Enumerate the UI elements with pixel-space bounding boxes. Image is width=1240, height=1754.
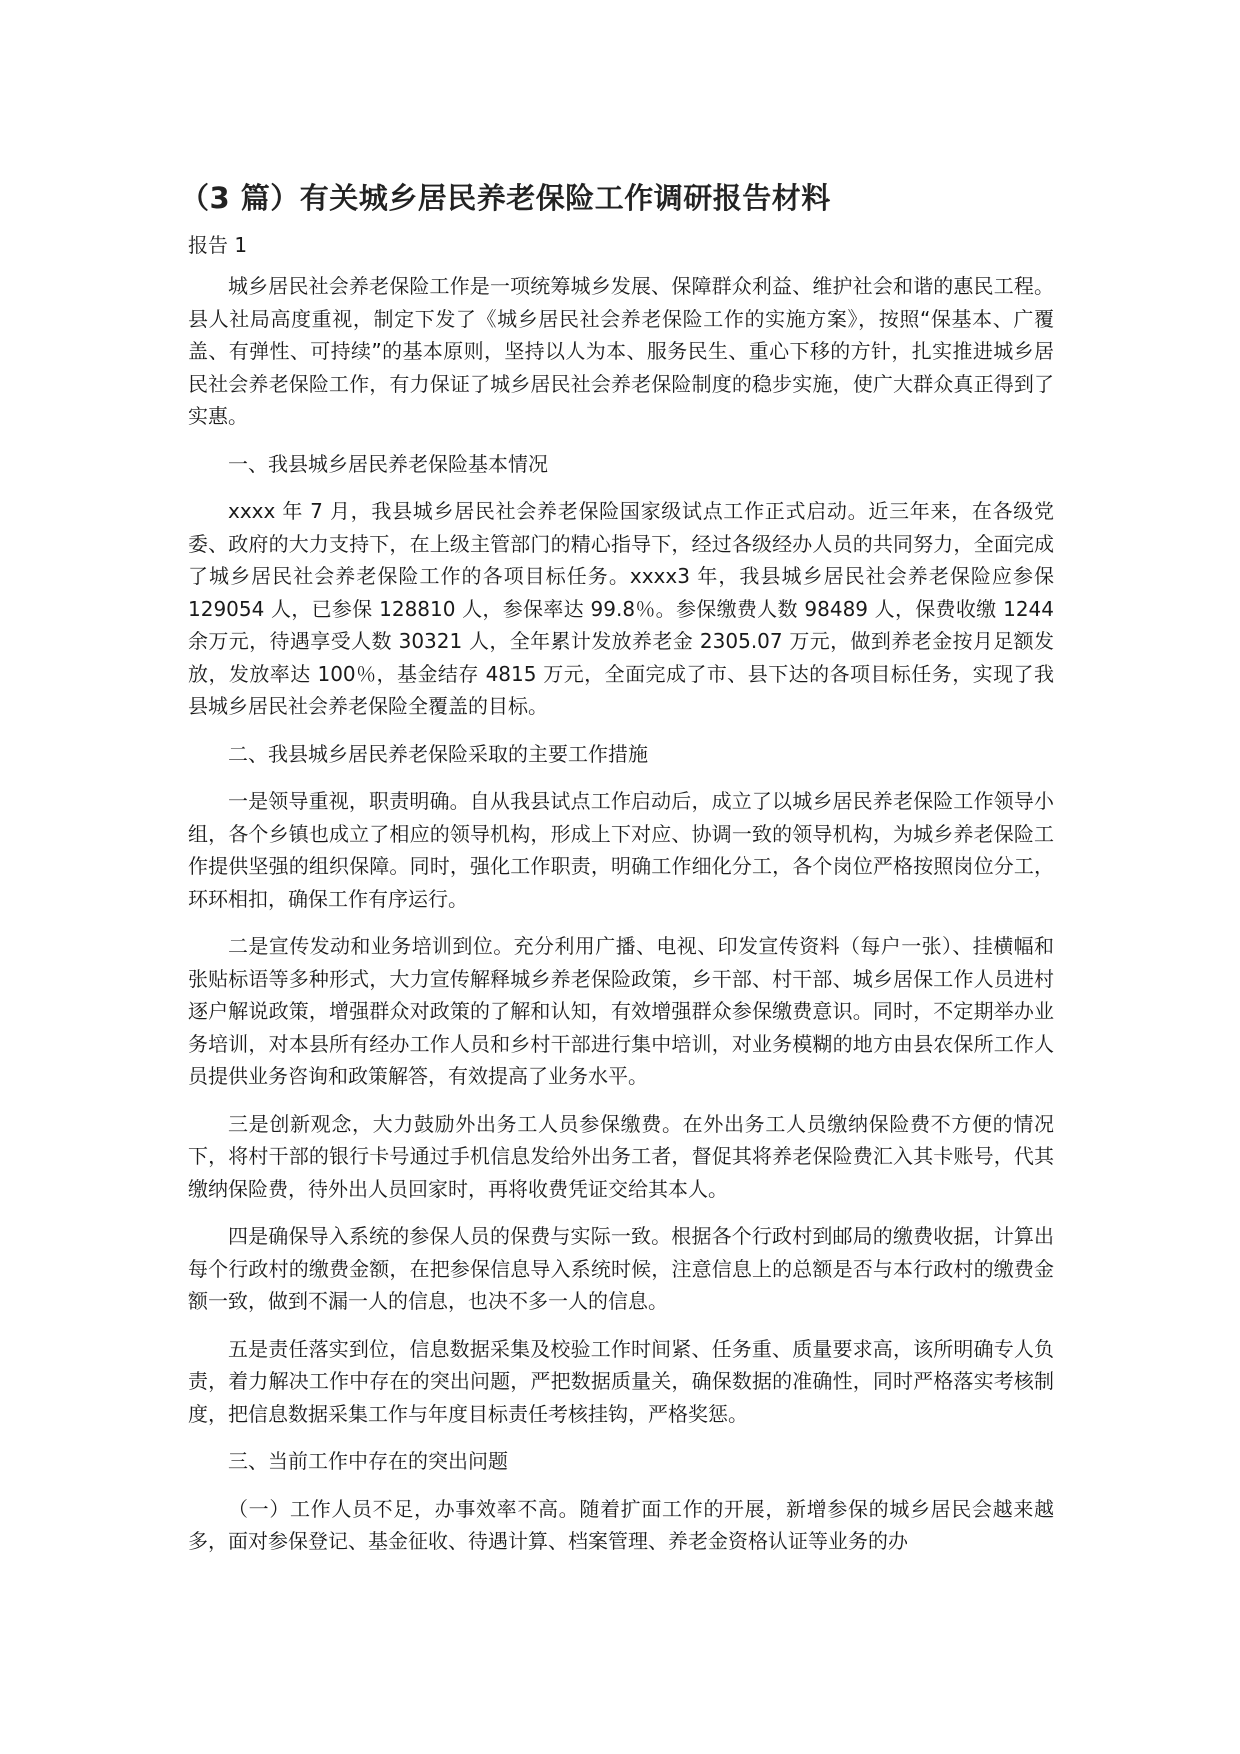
paragraph-intro: 城乡居民社会养老保险工作是一项统筹城乡发展、保障群众利益、维护社会和谐的惠民工程。县人社局高度重视，制定下发了《城乡居民社会养老保险工作的实施方案》，按照“保基本、广覆盖、有弹性、可持续”的基本原则，坚持以人为本、服务民生、重心下移的方针，扎实推进城乡居民社会养老保险工作，有力保证了城乡居民社会养老保险制度的稳步实施，使广大群众真正得到了实惠。 [188,274,1054,428]
document-body [180,178,1054,1573]
paragraph-measure-3: 三是创新观念，大力鼓励外出务工人员参保缴费。在外出务工人员缴纳保险费不方便的情况下，将村干部的银行卡号通过手机信息发给外出务工者，督促其将养老保险费汇入其卡账号，代其缴纳保险费，待外出人员回家时，再将收费凭证交给其本人。 [188,1111,1054,1201]
paragraph-measure-5: 五是责任落实到位，信息数据采集及校验工作时间紧、任务重、质量要求高，该所明确专人负责，着力解决工作中存在的突出问题，严把数据质量关，确保数据的准确性，同时严格落实考核制度，把信息数据采集工作与年度目标责任考核挂钩，严格奖惩。 [188,1336,1054,1426]
document-title: （3 篇）有关城乡居民养老保险工作调研报告材料 [180,181,831,215]
paragraph-measure-1: 一是领导重视，职责明确。自从我县试点工作启动后，成立了以城乡居民养老保险工作领导小组，各个乡镇也成立了相应的领导机构，形成上下对应、协调一致的领导机构，为城乡养老保险工作提供坚强的组织保障。同时，强化工作职责，明确工作细化分工，各个岗位严格按照岗位分工，环环相扣，确保工作有序运行。 [188,789,1054,911]
paragraph-measure-4: 四是确保导入系统的参保人员的保费与实际一致。根据各个行政村到邮局的缴费收据，计算出每个行政村的缴费金额，在把参保信息导入系统时候，注意信息上的总额是否与本行政村的缴费金额一致，做到不漏一人的信息，也决不多一人的信息。 [188,1224,1054,1313]
section-heading-2: 二、我县城乡居民养老保险采取的主要工作措施 [228,741,648,766]
section-heading-3: 三、当前工作中存在的突出问题 [228,1449,508,1473]
section-heading-1: 一、我县城乡居民养老保险基本情况 [228,451,548,476]
paragraph-measure-2: 二是宣传发动和业务培训到位。充分利用广播、电视、印发宣传资料（每户一张）、挂横幅和张贴标语等多种形式，大力宣传解释城乡养老保险政策，乡干部、村干部、城乡居保工作人员进村逐户解说政策，增强群众对政策的了解和认知，有效增强群众参保缴费意识。同时，不定期举办业务培训，对本县所有经办工作人员和乡村干部进行集中培训，对业务模糊的地方由县农保所工作人员提供业务咨询和政策解答，有效提高了业务水平。 [188,934,1054,1088]
paragraph-basic-situation: xxxx 年 7 月，我县城乡居民社会养老保险国家级试点工作正式启动。近三年来，在各级党委、政府的大力支持下，在上级主管部门的精心指导下，经过各级经办人员的共同努力，全面完成了城乡居民社会养老保险工作的各项目标任务。xxxx3 年，我县城乡居民社会养老保险应参保 129054 人，已参保 128810 人，参保率达 99.8％。参保缴费人数 98489 人，保费收缴 1244 余万元，待遇享受人数 30321 人，全年累计发放养老金 2305.07 万元，做到养老金按月足额发放，发放率达 100％，基金结存 4815 万元，全面完成了市、县下达的各项目标任务，实现了我县城乡居民社会养老保险全覆盖的目标。 [188,499,1054,718]
paragraph-problem-1: （一）工作人员不足，办事效率不高。随着扩面工作的开展，新增参保的城乡居民会越来越多，面对参保登记、基金征收、待遇计算、档案管理、养老金资格认证等业务的办 [188,1496,1054,1553]
report-label: 报告 1 [188,233,248,257]
